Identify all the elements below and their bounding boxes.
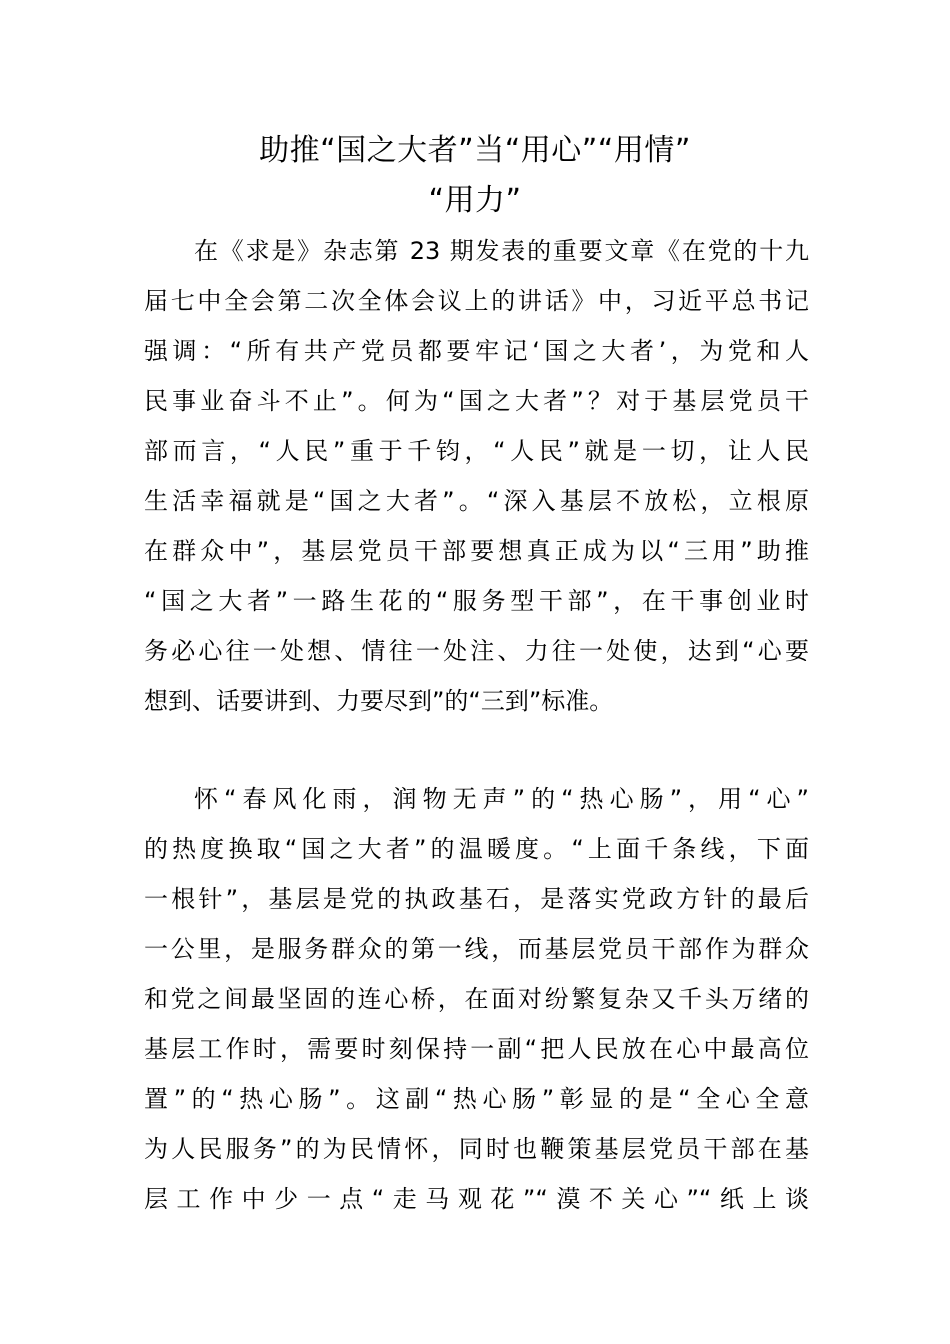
paragraph-line: 民事业奋斗不止”。何为“国之大者”？对于基层党员干	[144, 387, 809, 415]
paragraph-line: 为人民服务”的为民情怀，同时也鞭策基层党员干部在基	[144, 1135, 809, 1163]
document-title-line-1: 助推“国之大者”当“用心”“用情”	[259, 133, 691, 168]
paragraph-line: 怀“春风化雨，润物无声”的“热心肠”，用“心”	[194, 785, 809, 813]
paragraph-line: 在群众中”，基层党员干部要想真正成为以“三用”助推	[144, 537, 809, 565]
paragraph-line: 的热度换取“国之大者”的温暖度。“上面千条线，下面	[144, 835, 809, 863]
paragraph-line: 一根针”，基层是党的执政基石，是落实党政方针的最后	[144, 885, 809, 913]
paragraph-line: 生活幸福就是“国之大者”。“深入基层不放松，立根原	[144, 487, 809, 515]
paragraph-line: 层工作中少一点“走马观花”“漠不关心”“纸上谈	[144, 1185, 809, 1213]
document-title-line-2: “用力”	[428, 183, 522, 218]
paragraph-line: 务必心往一处想、情往一处注、力往一处使，达到“心要	[144, 637, 809, 665]
paragraph-line: 部而言，“人民”重于千钧，“人民”就是一切，让人民	[144, 437, 809, 465]
paragraph-line: 想到、话要讲到、力要尽到”的“三到”标准。	[144, 687, 614, 715]
paragraph-line: “国之大者”一路生花的“服务型干部”，在干事创业时	[144, 587, 809, 615]
paragraph-line: 强调：“所有共产党员都要牢记‘国之大者’，为党和人	[144, 337, 809, 365]
paragraph-line: 一公里，是服务群众的第一线，而基层党员干部作为群众	[144, 935, 809, 963]
paragraph-line: 置”的“热心肠”。这副“热心肠”彰显的是“全心全意	[144, 1085, 809, 1113]
paragraph-line: 在《求是》杂志第 23 期发表的重要文章《在党的十九	[194, 237, 809, 265]
paragraph-line: 基层工作时，需要时刻保持一副“把人民放在心中最高位	[144, 1035, 809, 1063]
paragraph-line: 届七中全会第二次全体会议上的讲话》中，习近平总书记	[144, 287, 809, 315]
paragraph-line: 和党之间最坚固的连心桥，在面对纷繁复杂又千头万绪的	[144, 985, 809, 1013]
